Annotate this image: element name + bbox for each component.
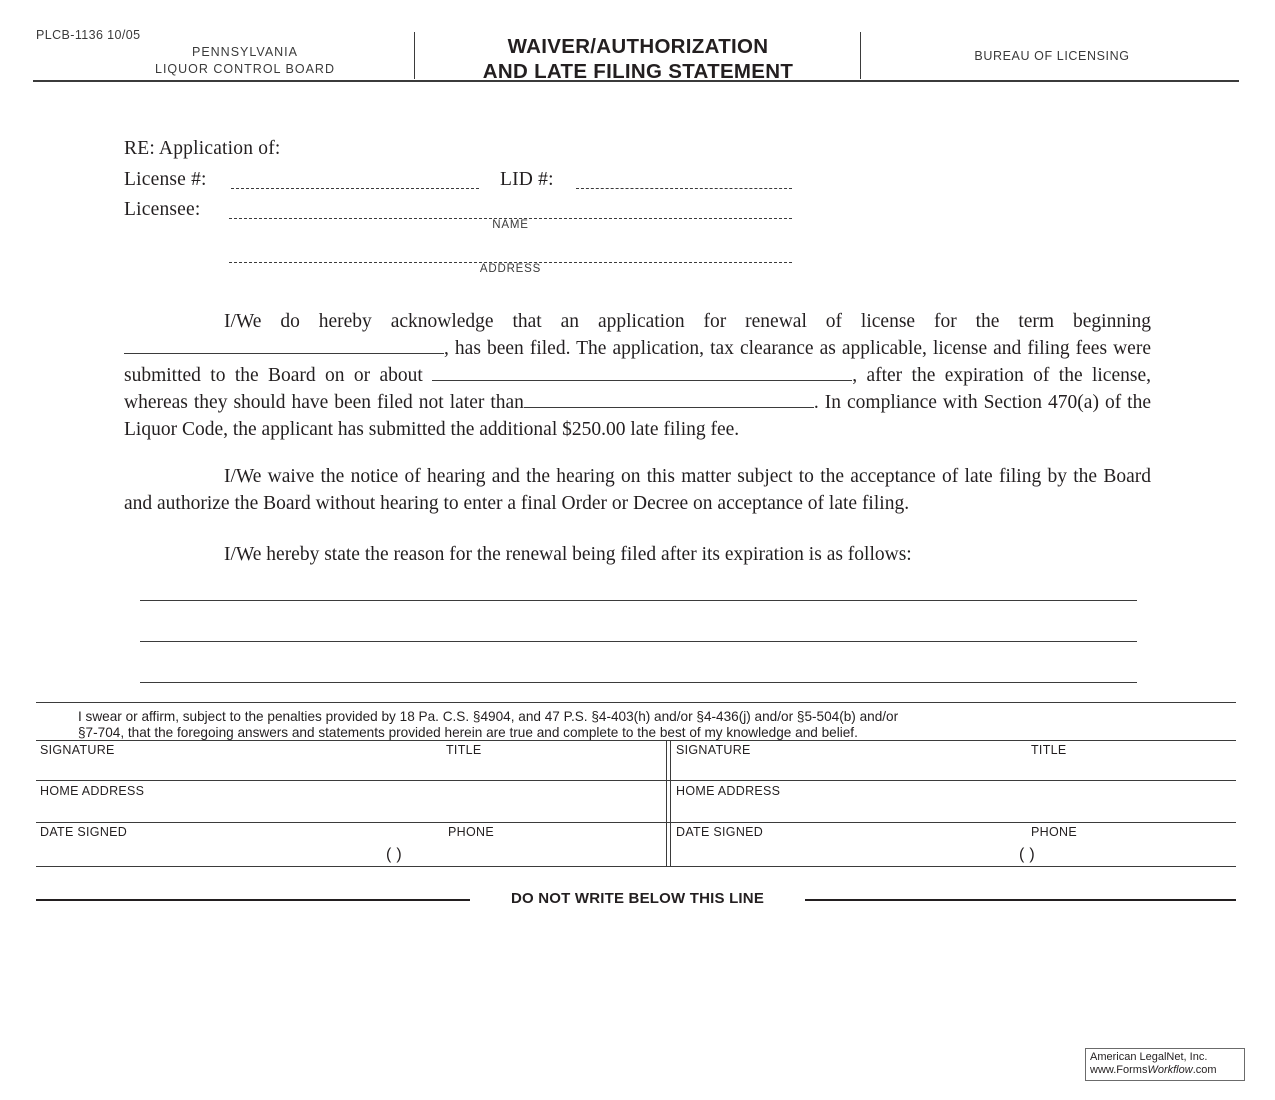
paragraph-reason-intro — [124, 541, 1151, 568]
reason-input-line-1[interactable] — [140, 600, 1137, 601]
para1-text-4: . In compliance with Section 470(a) of the Liquor Code, the applicant has submitted the additional $250.00 late filing fee. — [124, 392, 1152, 440]
para3-text: I/We hereby state the reason for the renewal being filed after its expiration is as follows: — [224, 544, 912, 565]
address-caption: ADDRESS — [479, 263, 542, 275]
affirmation-top-rule — [36, 702, 1236, 703]
signature-label-1: SIGNATURE — [40, 743, 115, 757]
bureau-name: BUREAU OF LICENSING — [974, 49, 1130, 63]
reason-input-line-3[interactable] — [140, 682, 1137, 683]
phone-input-1[interactable]: ( ) — [386, 846, 403, 863]
header-divider-right — [860, 32, 861, 79]
signature-label-2: SIGNATURE — [676, 743, 751, 757]
form-title-line-1: WAIVER/AUTHORIZATION — [507, 35, 769, 58]
date-signed-label-1: DATE SIGNED — [40, 825, 128, 839]
signature-grid — [36, 740, 1236, 868]
vendor-url-suffix: .com — [1192, 1064, 1217, 1076]
phone-label-2: PHONE — [1031, 825, 1077, 839]
licensee-label: Licensee: — [124, 199, 201, 220]
title-label-2: TITLE — [1031, 743, 1067, 757]
vendor-url-prefix: www.Forms — [1090, 1064, 1148, 1076]
vendor-stamp-line-2 — [1090, 1064, 1240, 1077]
home-address-label-2: HOME ADDRESS — [676, 784, 781, 798]
re-application-label: RE: Application of: — [124, 138, 281, 159]
term-beginning-input[interactable] — [124, 336, 444, 354]
header-rule — [33, 80, 1239, 82]
vendor-stamp-line-1: American LegalNet, Inc. — [1090, 1051, 1208, 1063]
grid-line-2 — [36, 780, 1236, 781]
paragraph-acknowledgement — [124, 308, 1151, 443]
header-divider-left — [414, 32, 415, 79]
agency-name — [95, 44, 395, 78]
affirmation-text — [78, 709, 1197, 741]
agency-line-1: PENNSYLVANIA — [191, 45, 298, 59]
para1-text-2: , has been filed. The application, tax clearance as applicable, license and filing fees were submitted to the Board on or about — [124, 338, 1151, 386]
lid-number-input[interactable] — [576, 188, 792, 189]
submitted-date-input[interactable] — [432, 363, 852, 381]
do-not-write-label: DO NOT WRITE BELOW THIS LINE — [510, 890, 765, 907]
phone-input-2[interactable]: ( ) — [1019, 846, 1036, 863]
license-number-label: License #: — [124, 169, 207, 190]
grid-line-4 — [36, 866, 1236, 867]
grid-divider-b — [670, 740, 671, 866]
due-date-input[interactable] — [524, 390, 814, 408]
grid-divider-a — [666, 740, 667, 866]
para1-text-3: , after the expiration of the license, whereas they should have been filed not later than — [124, 365, 1151, 413]
grid-line-3 — [36, 822, 1236, 823]
affirmation-line-1: I swear or affirm, subject to the penalties provided by 18 Pa. C.S. §4904, and 47 P.S. §4-403(h) and/or §4-436(j) and/or §5-504(b) and/or — [78, 709, 899, 724]
affirmation-line-2: §7-704, that the foregoing answers and statements provided herein are true and complete to the best of my knowledge and belief. — [78, 725, 858, 740]
paragraph-waiver — [124, 463, 1151, 517]
vendor-stamp — [1085, 1048, 1245, 1081]
phone-label-1: PHONE — [448, 825, 494, 839]
grid-line-1 — [36, 740, 1236, 741]
agency-line-2: LIQUOR CONTROL BOARD — [155, 62, 335, 76]
form-title-line-2: AND LATE FILING STATEMENT — [482, 60, 794, 83]
license-number-input[interactable] — [231, 188, 479, 189]
para1-text-1: I/We do hereby acknowledge that an application for renewal of license for the term beginning — [224, 311, 1151, 332]
title-label-1: TITLE — [446, 743, 482, 757]
name-caption: NAME — [492, 219, 529, 231]
form-code: PLCB-1136 10/05 — [36, 28, 141, 42]
vendor-url-italic: Workflow — [1147, 1064, 1193, 1076]
do-not-write-rule-right — [805, 899, 1236, 901]
para2-text: I/We waive the notice of hearing and the hearing on this matter subject to the acceptance of late filing by the Board and authorize the Board without hearing to enter a final Order or Decree on acceptance of late filing. — [124, 466, 1151, 514]
lid-number-label: LID #: — [500, 169, 554, 190]
form-title — [420, 34, 856, 84]
date-signed-label-2: DATE SIGNED — [676, 825, 764, 839]
reason-input-line-2[interactable] — [140, 641, 1137, 642]
do-not-write-rule-left — [36, 899, 470, 901]
home-address-label-1: HOME ADDRESS — [40, 784, 145, 798]
